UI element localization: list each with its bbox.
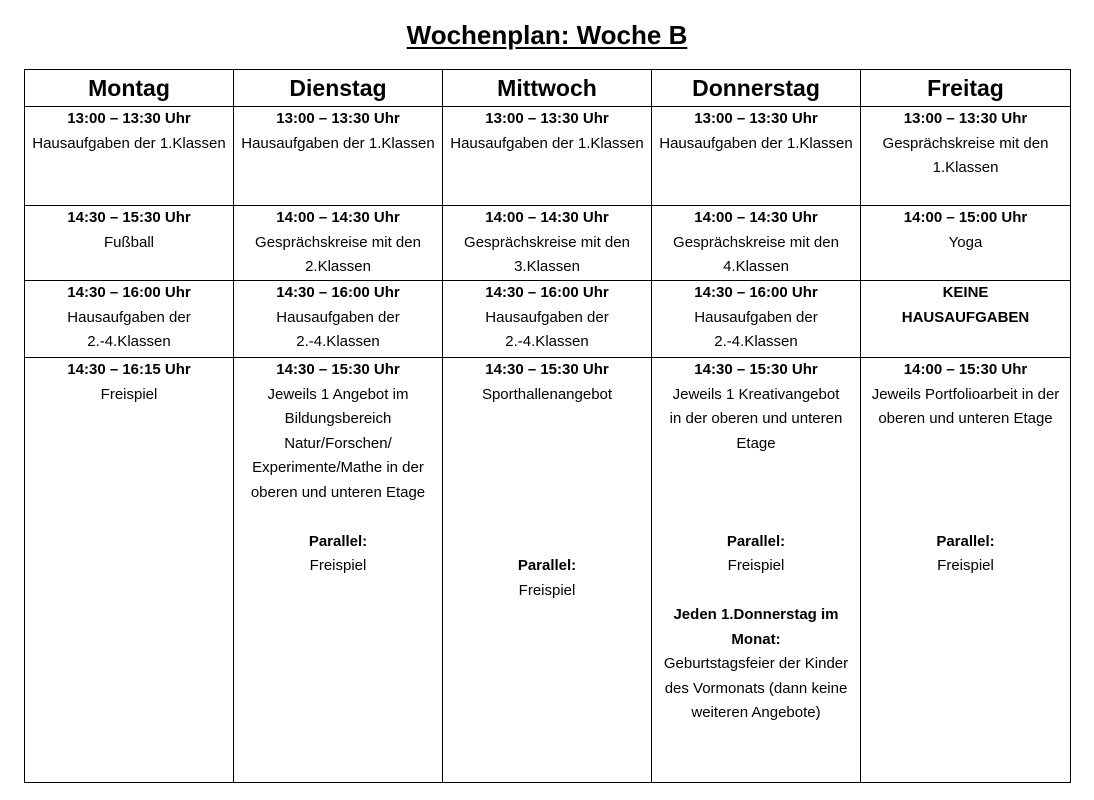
activity-description: Hausaufgaben der 2.-4.Klassen [67, 308, 191, 350]
schedule-cell [443, 358, 652, 783]
activity-description: Gesprächskreise mit den 1.Klassen [882, 134, 1049, 176]
time-slot: 14:00 – 14:30 Uhr [485, 209, 609, 226]
schedule-cell [234, 107, 443, 206]
special-event-label: Jeden 1.Donnerstag im Monat: [673, 606, 839, 648]
activity-description: Hausaufgaben der 1.Klassen [659, 134, 853, 152]
schedule-cell [443, 206, 652, 281]
activity-description: Freispiel [100, 385, 158, 403]
schedule-cell [234, 281, 443, 358]
parallel-activity: Freispiel [727, 557, 785, 574]
schedule-cell [25, 281, 234, 358]
schedule-cell [861, 281, 1071, 358]
time-slot: 13:00 – 13:30 Uhr [903, 110, 1028, 127]
day-header-donnerstag: Donnerstag [652, 70, 861, 107]
spacer [865, 432, 1066, 530]
weekly-schedule-table [24, 69, 1071, 783]
day-header-mittwoch: Mittwoch [443, 70, 652, 107]
time-slot: 14:30 – 16:00 Uhr [694, 284, 818, 301]
schedule-cell [861, 206, 1071, 281]
schedule-cell [861, 358, 1071, 783]
activity-description: Gesprächskreise mit den 4.Klassen [673, 233, 839, 275]
schedule-cell [234, 358, 443, 783]
day-header-freitag: Freitag [861, 70, 1071, 107]
spacer [656, 579, 856, 604]
time-slot: 14:30 – 16:00 Uhr [67, 284, 191, 301]
schedule-row [25, 107, 1071, 206]
parallel-activity: Freispiel [309, 557, 367, 574]
activity-description: Sporthallenangebot [481, 385, 613, 403]
spacer [238, 505, 438, 530]
schedule-cell [443, 107, 652, 206]
day-header-montag: Montag [25, 70, 234, 107]
schedule-cell [25, 107, 234, 206]
time-slot: 14:30 – 15:30 Uhr [485, 361, 609, 378]
schedule-cell [652, 358, 861, 783]
parallel-label: Parallel: [308, 532, 368, 550]
time-slot: 14:00 – 14:30 Uhr [276, 209, 400, 226]
parallel-activity: Freispiel [937, 557, 994, 574]
activity-description: Hausaufgaben der 2.-4.Klassen [485, 308, 609, 350]
time-slot: 13:00 – 13:30 Uhr [67, 110, 191, 127]
schedule-row [25, 358, 1071, 783]
activity-description: Jeweils 1 Angebot im Bildungsbereich Natur/Forschen/ Experimente/Mathe in der oberen und unteren Etage [250, 385, 426, 501]
schedule-cell [652, 281, 861, 358]
schedule-cell [25, 358, 234, 783]
time-slot: 14:00 – 15:00 Uhr [903, 209, 1028, 226]
activity-description: Hausaufgaben der 1.Klassen [450, 134, 644, 152]
day-header-dienstag: Dienstag [234, 70, 443, 107]
time-slot: 14:00 – 14:30 Uhr [694, 209, 818, 226]
activity-description: Hausaufgaben der 1.Klassen [241, 134, 435, 152]
time-slot: 14:30 – 16:15 Uhr [67, 361, 191, 378]
spacer [447, 407, 647, 554]
time-slot: 14:30 – 16:00 Uhr [276, 284, 400, 301]
parallel-label: Parallel: [726, 532, 786, 550]
time-slot: 13:00 – 13:30 Uhr [485, 110, 609, 127]
schedule-cell [25, 206, 234, 281]
page-title: Wochenplan: Woche B [406, 20, 688, 50]
time-slot: 14:30 – 15:30 Uhr [694, 361, 818, 378]
time-slot: 14:30 – 16:00 Uhr [485, 284, 609, 301]
activity-description: Jeweils Portfolioarbeit in der oberen und unteren Etage [871, 385, 1060, 427]
special-event-description: Geburtstagsfeier der Kinder des Vormonats (dann keine weiteren Angebote) [663, 655, 849, 721]
parallel-label: Parallel: [517, 557, 577, 574]
parallel-activity: Freispiel [518, 581, 576, 599]
time-slot: 14:00 – 15:30 Uhr [903, 361, 1028, 378]
activity-description: Hausaufgaben der 2.-4.Klassen [276, 308, 400, 350]
parallel-label: Parallel: [936, 532, 995, 550]
day-header-row [25, 70, 1071, 107]
time-slot: 14:30 – 15:30 Uhr [67, 209, 191, 226]
schedule-cell [861, 107, 1071, 206]
spacer [656, 456, 856, 530]
activity-description: Hausaufgaben der 2.-4.Klassen [694, 308, 818, 350]
time-slot: 13:00 – 13:30 Uhr [694, 110, 818, 127]
activity-description: Hausaufgaben der 1.Klassen [32, 134, 226, 152]
no-homework-notice: KEINE HAUSAUFGABEN [901, 284, 1030, 326]
schedule-cell [234, 206, 443, 281]
time-slot: 13:00 – 13:30 Uhr [276, 110, 400, 127]
activity-description: Jeweils 1 Kreativangebot in der oberen und unteren Etage [669, 385, 843, 452]
schedule-cell [443, 281, 652, 358]
activity-description: Gesprächskreise mit den 2.Klassen [255, 233, 421, 275]
schedule-cell [652, 206, 861, 281]
activity-description: Yoga [948, 233, 983, 251]
activity-description: Fußball [103, 233, 155, 251]
activity-description: Gesprächskreise mit den 3.Klassen [464, 233, 630, 275]
schedule-cell [652, 107, 861, 206]
time-slot: 14:30 – 15:30 Uhr [276, 361, 400, 378]
schedule-row [25, 281, 1071, 358]
schedule-row [25, 206, 1071, 281]
